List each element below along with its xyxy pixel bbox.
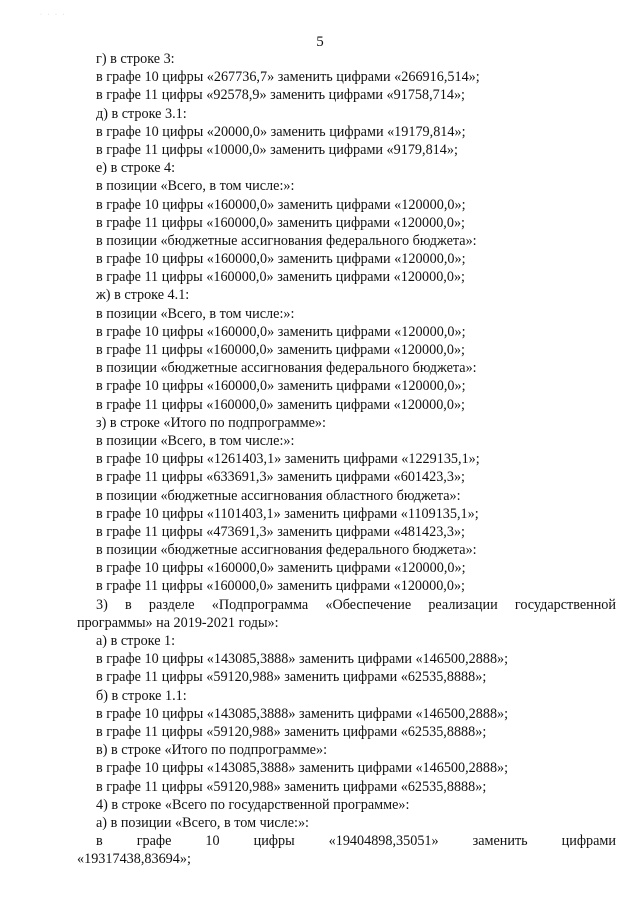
document-body [77,50,616,868]
text-line: в графе 10 цифры «19404898,35051» заменить цифрами [96,833,616,850]
text-line: в позиции «Всего, в том числе:»: [96,432,295,449]
text-line: в графе 11 цифры «59120,988» заменить цифрами «62535,8888»; [96,723,487,740]
text-line: в графе 11 цифры «160000,0» заменить цифрами «120000,0»; [96,578,465,595]
text-line: в позиции «бюджетные ассигнования областного бюджета»: [96,487,461,504]
text-line: в графе 10 цифры «160000,0» заменить цифрами «120000,0»; [96,196,466,213]
text-line: в) в строке «Итого по подпрограмме»: [96,742,328,759]
text-line: а) в позиции «Всего, в том числе:»: [96,814,309,831]
text-line: в графе 11 цифры «633691,3» заменить цифрами «601423,3»; [96,469,465,486]
text-line: в позиции «бюджетные ассигнования федерального бюджета»: [96,232,477,249]
text-line: в графе 11 цифры «10000,0» заменить цифрами «9179,814»; [96,141,458,158]
text-line: а) в строке 1: [96,633,176,649]
text-line: 3) в разделе «Подпрограмма «Обеспечение реализации государственной [96,596,616,613]
text-line: в графе 11 цифры «59120,988» заменить цифрами «62535,8888»; [96,778,487,795]
text-line: в графе 10 цифры «160000,0» заменить цифрами «120000,0»; [96,378,466,395]
text-line: в позиции «Всего, в том числе:»: [96,305,295,322]
text-line: в графе 10 цифры «160000,0» заменить цифрами «120000,0»; [96,560,466,577]
text-line: в графе 10 цифры «160000,0» заменить цифрами «120000,0»; [96,323,466,340]
text-line: в графе 10 цифры «267736,7» заменить цифрами «266916,514»; [96,69,480,86]
text-line: «19317438,83694»; [77,851,191,868]
text-line: программы» на 2019-2021 годы»: [77,614,279,631]
text-line: в графе 11 цифры «473691,3» заменить цифрами «481423,3»; [96,523,465,540]
text-line: в графе 10 цифры «143085,3888» заменить цифрами «146500,2888»; [96,705,509,722]
text-line: в позиции «Всего, в том числе:»: [96,178,295,195]
text-line: в графе 10 цифры «143085,3888» заменить цифрами «146500,2888»; [96,760,509,777]
text-line: д) в строке 3.1: [96,105,187,122]
text-line: в позиции «бюджетные ассигнования федерального бюджета»: [96,542,477,559]
text-line: в графе 11 цифры «160000,0» заменить цифрами «120000,0»; [96,342,465,358]
text-line: в графе 10 цифры «160000,0» заменить цифрами «120000,0»; [96,251,466,268]
text-line: е) в строке 4: [96,160,176,177]
text-line: в графе 11 цифры «160000,0» заменить цифрами «120000,0»; [96,396,465,413]
text-line: г) в строке 3: [96,51,175,67]
text-line: в графе 11 цифры «59120,988» заменить цифрами «62535,8888»; [96,669,487,686]
scan-specks: · · · · [40,12,67,18]
page-number: 5 [316,34,324,50]
text-line: в графе 11 цифры «92578,9» заменить цифрами «91758,714»; [96,87,465,104]
text-line: в графе 11 цифры «160000,0» заменить цифрами «120000,0»; [96,214,465,231]
text-line: з) в строке «Итого по подпрограмме»: [96,414,326,431]
text-line: в графе 10 цифры «143085,3888» заменить цифрами «146500,2888»; [96,651,509,668]
text-line: ж) в строке 4.1: [96,287,190,304]
text-line: в графе 10 цифры «1101403,1» заменить цифрами «1109135,1»; [96,505,479,522]
text-line: в графе 11 цифры «160000,0» заменить цифрами «120000,0»; [96,269,465,286]
text-line: в позиции «бюджетные ассигнования федерального бюджета»: [96,360,477,377]
text-line: в графе 10 цифры «20000,0» заменить цифрами «19179,814»; [96,123,466,140]
text-line: б) в строке 1.1: [96,687,187,704]
text-line: 4) в строке «Всего по государственной программе»: [96,796,410,813]
text-line: в графе 10 цифры «1261403,1» заменить цифрами «1229135,1»; [96,451,480,468]
